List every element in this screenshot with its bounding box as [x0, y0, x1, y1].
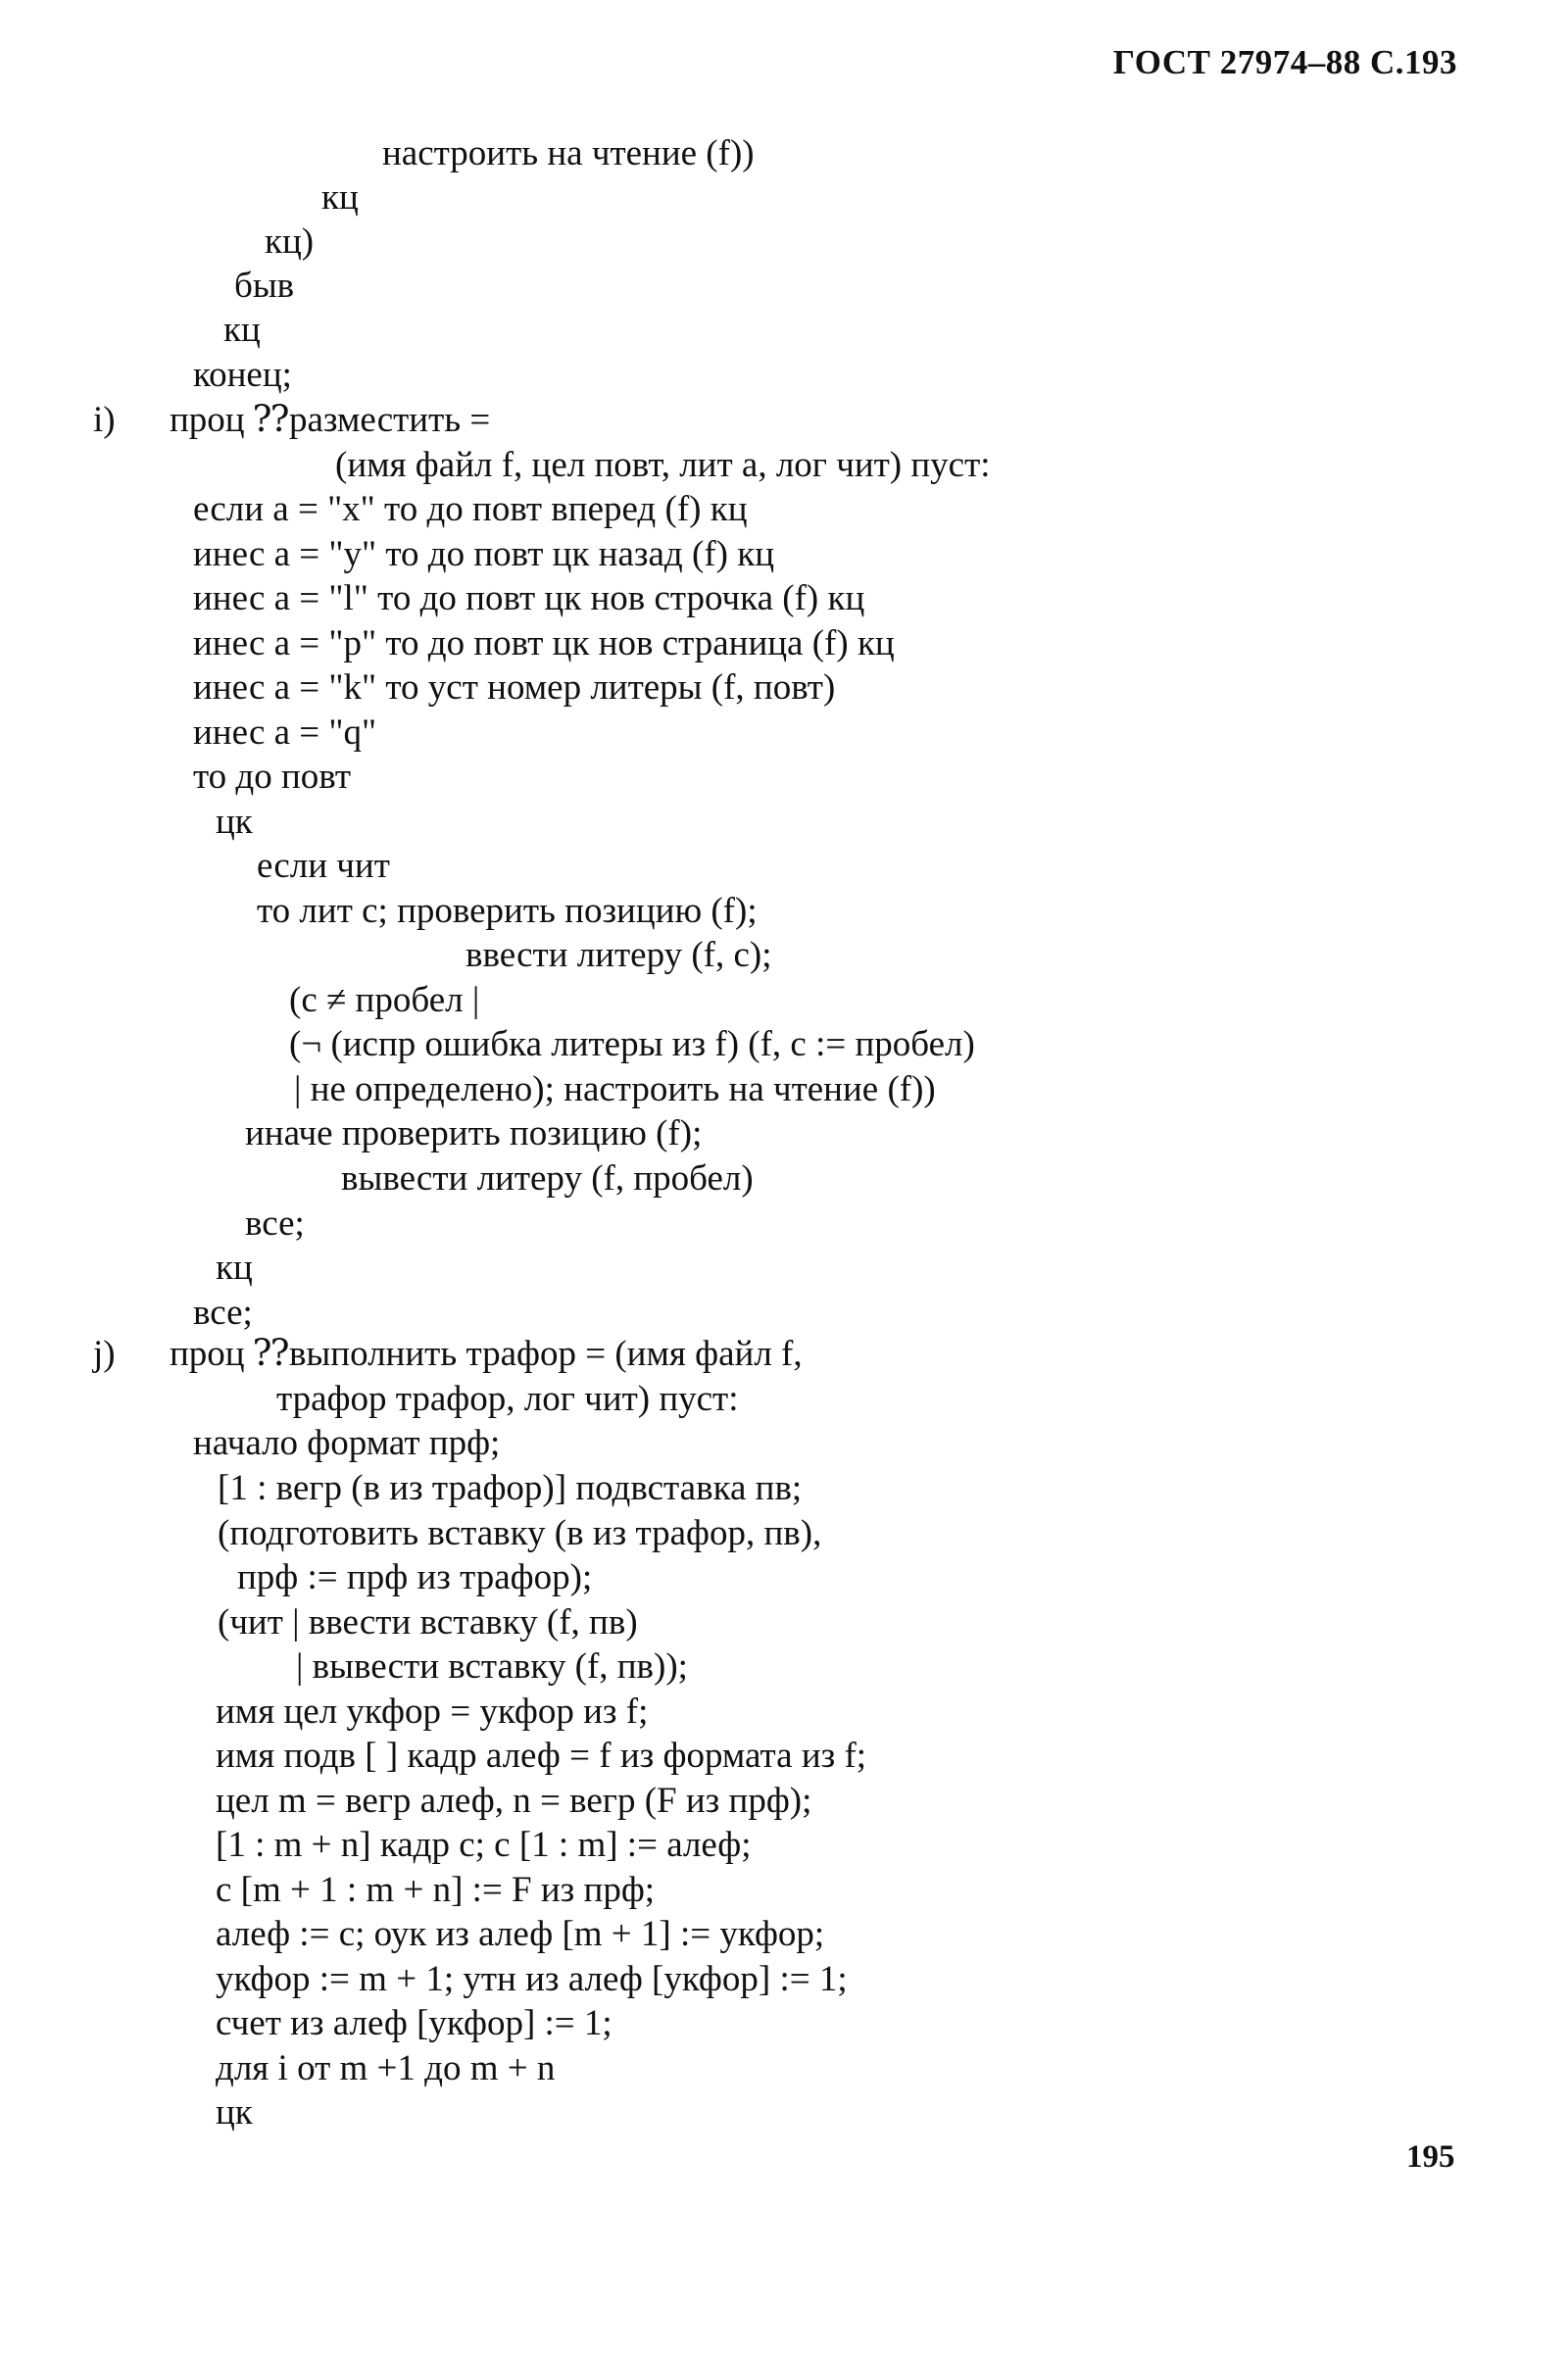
code-line: если a = "x" то до повт вперед (f) кц — [193, 489, 748, 529]
code-line: счет из алеф [укфор] := 1; — [216, 2003, 612, 2043]
section-marker-i: i) — [93, 400, 116, 440]
code-line: начало формат прф; — [193, 1423, 501, 1463]
page-number: 195 — [1406, 2139, 1455, 2175]
code-line: ввести литеру (f, c); — [466, 935, 772, 975]
code-line: то лит c; проверить позицию (f); — [257, 891, 758, 931]
code-line: для i от m +1 до m + n — [216, 2048, 556, 2088]
code-line: конец; — [193, 355, 292, 395]
code-line: [1 : вегр (в из трафор)] подвставка пв; — [218, 1468, 803, 1508]
code-line: инес a = "q" — [193, 712, 377, 753]
code-line: c [m + 1 : m + n] := F из прф; — [216, 1870, 656, 1910]
section-marker-j: j) — [93, 1334, 116, 1374]
code-line: то до повт — [193, 757, 352, 797]
code-line: укфор := m + 1; утн из алеф [укфор] := 1; — [216, 1959, 848, 1999]
code-line: [1 : m + n] кадр c; c [1 : m] := алеф; — [216, 1825, 752, 1865]
page-header: ГОСТ 27974–88 С.193 — [1112, 43, 1457, 81]
code-line: кц) — [265, 221, 315, 262]
code-line: инес a = "p" то до повт цк нов страница (f) кц — [193, 623, 895, 663]
code-line: кц — [216, 1248, 253, 1288]
code-line: прф := прф из трафор); — [237, 1557, 593, 1597]
code-line: настроить на чтение (f)) — [382, 133, 755, 173]
code-line: трафор трафор, лог чит) пуст: — [276, 1379, 739, 1419]
code-line: (имя файл f, цел повт, лит a, лог чит) пуст: — [335, 445, 991, 485]
code-line: быв — [234, 266, 295, 306]
code-line: алеф := c; оук из алеф [m + 1] := укфор; — [216, 1914, 825, 1954]
code-line: цк — [216, 2092, 253, 2133]
code-line: кц — [321, 177, 359, 218]
code-line: имя цел укфор = укфор из f; — [216, 1692, 649, 1732]
code-line: (¬ (испр ошибка литеры из f) (f, c := пробел) — [289, 1024, 975, 1064]
code-line: цел m = вегр алеф, n = вегр (F из прф); — [216, 1781, 812, 1821]
code-line: имя подв [ ] кадр алеф = f из формата из f; — [216, 1736, 867, 1776]
code-line: все; — [193, 1293, 253, 1333]
code-line: | не определено); настроить на чтение (f)) — [294, 1069, 936, 1109]
code-line: иначе проверить позицию (f); — [245, 1113, 703, 1153]
code-line: (чит | ввести вставку (f, пв) — [218, 1602, 638, 1643]
code-line: вывести литеру (f, пробел) — [341, 1158, 754, 1199]
code-line: если чит — [257, 846, 390, 886]
code-line: инес a = "k" то уст номер литеры (f, повт) — [193, 667, 836, 708]
code-line: инес a = "l" то до повт цк нов строчка (f) кц — [193, 578, 865, 618]
code-line: все; — [245, 1203, 305, 1244]
code-line: цк — [216, 802, 253, 842]
code-line: | вывести вставку (f, пв)); — [296, 1646, 688, 1687]
code-line: инес a = "y" то до повт цк назад (f) кц — [193, 534, 774, 574]
code-line: проц ⁇разместить = — [170, 400, 491, 440]
code-line: (c ≠ пробел | — [289, 980, 480, 1020]
code-line: кц — [223, 310, 261, 350]
code-line: проц ⁇выполнить трафор = (имя файл f, — [170, 1334, 803, 1374]
code-line: (подготовить вставку (в из трафор, пв), — [218, 1513, 822, 1553]
